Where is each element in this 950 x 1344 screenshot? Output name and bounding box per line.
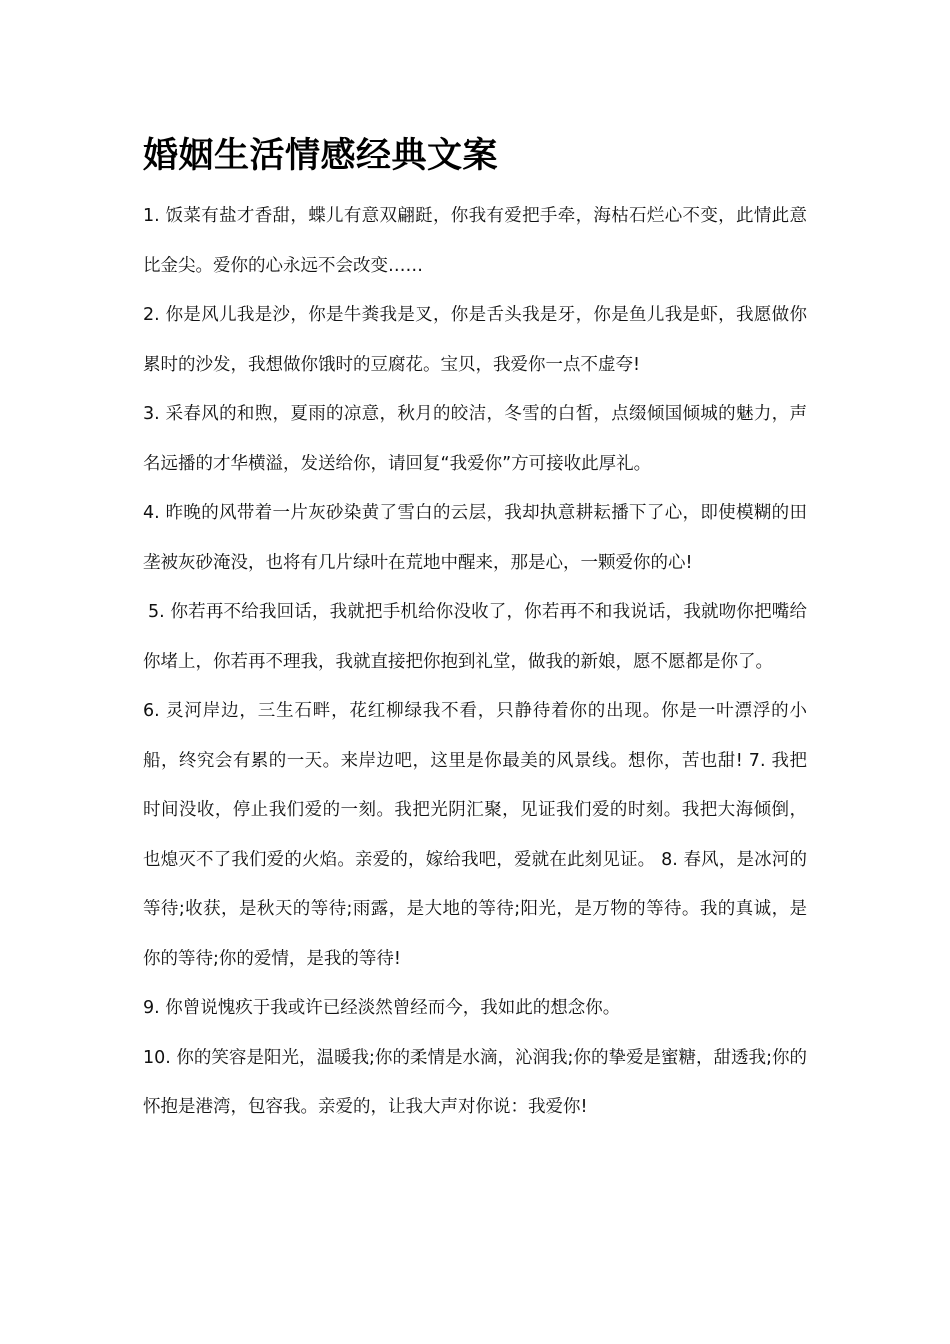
document-body <box>143 192 807 1133</box>
paragraph-2: 2. 你是风儿我是沙，你是牛粪我是叉，你是舌头我是牙，你是鱼儿我是虾，我愿做你累时的沙发，我想做你饿时的豆腐花。宝贝，我爱你一点不虚夸! <box>143 305 807 375</box>
paragraph-9: 9. 你曾说愧疚于我或许已经淡然曾经而今，我如此的想念你。 <box>143 998 621 1018</box>
paragraph-1: 1. 饭菜有盐才香甜，蝶儿有意双翩跹，你我有爱把手牵，海枯石烂心不变，此情此意比金尖。爱你的心永远不会改变…… <box>143 206 807 276</box>
paragraph-10: 10. 你的笑容是阳光，温暖我;你的柔情是水滴，沁润我;你的挚爱是蜜糖，甜透我;你的怀抱是港湾，包容我。亲爱的，让我大声对你说：我爱你! <box>143 1047 807 1117</box>
paragraph-4: 4. 昨晚的风带着一片灰砂染黄了雪白的云层，我却执意耕耘播下了心，即使模糊的田垄被灰砂淹没，也将有几片绿叶在荒地中醒来，那是心，一颗爱你的心! <box>143 503 807 573</box>
paragraph-5: 5. 你若再不给我回话，我就把手机给你没收了，你若再不和我说话，我就吻你把嘴给你堵上，你若再不理我，我就直接把你抱到礼堂，做我的新娘，愿不愿都是你了。 <box>143 602 807 672</box>
paragraph-6-8: 6. 灵河岸边，三生石畔，花红柳绿我不看，只静待着你的出现。你是一叶漂浮的小船，终究会有累的一天。来岸边吧，这里是你最美的风景线。想你，苦也甜! 7. 我把时间没收，停止我们爱的一刻。我把光阴汇聚，见证我们爱的时刻。我把大海倾倒，也熄灭不了我们爱的火焰。亲爱的，嫁给我吧，爱就在此刻见证。 8. 春风，是冰河的等待;收获，是秋天的等待;雨露，是大地的等待;阳光，是万物的等待。我的真诚，是你的等待;你的爱情，是我的等待! <box>143 701 807 969</box>
paragraph-3: 3. 采春风的和煦，夏雨的凉意，秋月的皎洁，冬雪的白皙，点缀倾国倾城的魅力，声名远播的才华横溢，发送给你，请回复“我爱你”方可接收此厚礼。 <box>143 404 807 474</box>
document-title: 婚姻生活情感经典文案 <box>143 136 499 176</box>
